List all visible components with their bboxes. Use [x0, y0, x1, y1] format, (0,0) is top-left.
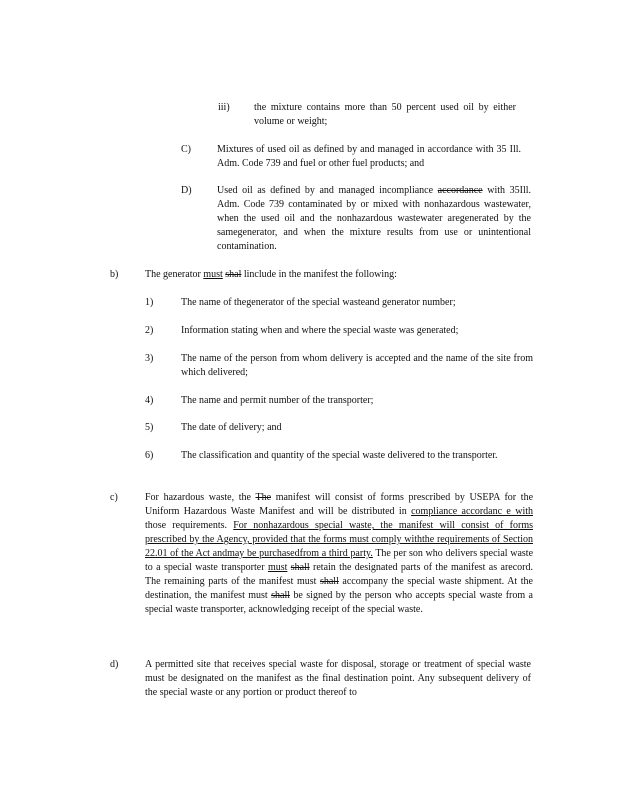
- item-c-part6: accompany the special waste shipment. At the destination, the manifest must: [145, 576, 533, 601]
- item-iii-text: the mixture contains more than 50 percent used oil by either volume or weight;: [254, 102, 516, 127]
- item-c-inserted-compliance: compliance accordanc e with: [411, 506, 534, 517]
- item-c-part5: retain the designated parts of the manifest as arecord. The remaining parts of the manifest must: [145, 562, 533, 587]
- item-d-text: A permitted site that receives special waste for disposal, storage or treatment of special waste must be designated on the manifest as the final destination point. Any subsequent delivery of the special waste or any portion or product thereof to: [145, 659, 531, 698]
- item-c-part1: For hazardous waste, the: [145, 492, 256, 503]
- item-b-text-part1: The generator: [145, 269, 201, 280]
- item-b-inserted-must: must: [203, 269, 223, 280]
- list-b-1-text: The name of thegenerator of the special wasteand generator number;: [181, 297, 456, 308]
- item-c-label: c): [110, 492, 118, 503]
- item-iii-label: iii): [218, 102, 230, 113]
- list-b-1-label: 1): [145, 297, 154, 308]
- item-b-text-part2: linclude in the manifest the following:: [243, 269, 397, 280]
- item-C-label: C): [181, 144, 191, 155]
- item-D-struck-word: accordance: [437, 185, 483, 196]
- item-b-label: b): [110, 269, 119, 280]
- item-c-struck-the: The: [255, 492, 272, 503]
- item-c-inserted-must: must: [267, 562, 288, 573]
- list-b-5-text: The date of delivery; and: [181, 422, 282, 433]
- item-b-struck-shall: shal: [225, 269, 242, 280]
- item-c-struck-shall-3: shall: [271, 590, 291, 601]
- item-c-part2: manifest will consist of forms prescribed by USEPA for the Uniform Hazardous Waste Manifest and will be distributed in: [145, 492, 534, 517]
- item-d-label: d): [110, 659, 119, 670]
- item-c-text: [145, 491, 533, 617]
- item-c-struck-shall-2: shall: [319, 576, 339, 587]
- list-b-3-label: 3): [145, 353, 154, 364]
- item-C-text: Mixtures of used oil as defined by and managed in accordance with 35 Ill. Adm. Code 739 and fuel or other fuel products; and: [217, 144, 521, 169]
- list-b-2-text: Information stating when and where the special waste was generated;: [181, 325, 459, 336]
- list-b-3-text: The name of the person from whom delivery is accepted and the name of the site from which delivered;: [181, 353, 533, 378]
- item-c-part4: The per son who delivers special waste to a special waste transporter: [145, 548, 534, 573]
- item-D-text-part2: with 35Ill. Adm. Code 739 contaminated by or mixed with nonhazardous wastewater, when the used oil and the nonhazardous wastewater aregenerated by the samegenerator, and when the mixture results from use or unintentional contamination.: [217, 185, 532, 252]
- item-D-label: D): [181, 185, 192, 196]
- item-D-text: [217, 184, 531, 254]
- list-b-4-text: The name and permit number of the transporter;: [181, 395, 374, 406]
- list-b-6-label: 6): [145, 450, 154, 461]
- item-c-inserted-nonhazardous: For nonhazardous special waste, the manifest will consist of forms prescribed by the Agency, provided that the forms must comply withthe requirements of Section 22.01 of the Act andmay be purchasedfrom a third party.: [145, 520, 534, 559]
- item-D-text-part1: Used oil as defined by and managed incompliance: [217, 185, 434, 196]
- list-b-4-label: 4): [145, 395, 154, 406]
- item-c-struck-shall-1: shall: [290, 562, 310, 573]
- item-c-part3: those requirements.: [145, 520, 234, 531]
- list-b-5-label: 5): [145, 422, 154, 433]
- list-b-2-label: 2): [145, 325, 154, 336]
- item-b-text: [145, 268, 525, 282]
- list-b-6-text: The classification and quantity of the special waste delivered to the transporter.: [181, 450, 498, 461]
- item-c-part7: be signed by the person who accepts special waste from a special waste transporter, acknowledging receipt of the special waste.: [145, 590, 533, 615]
